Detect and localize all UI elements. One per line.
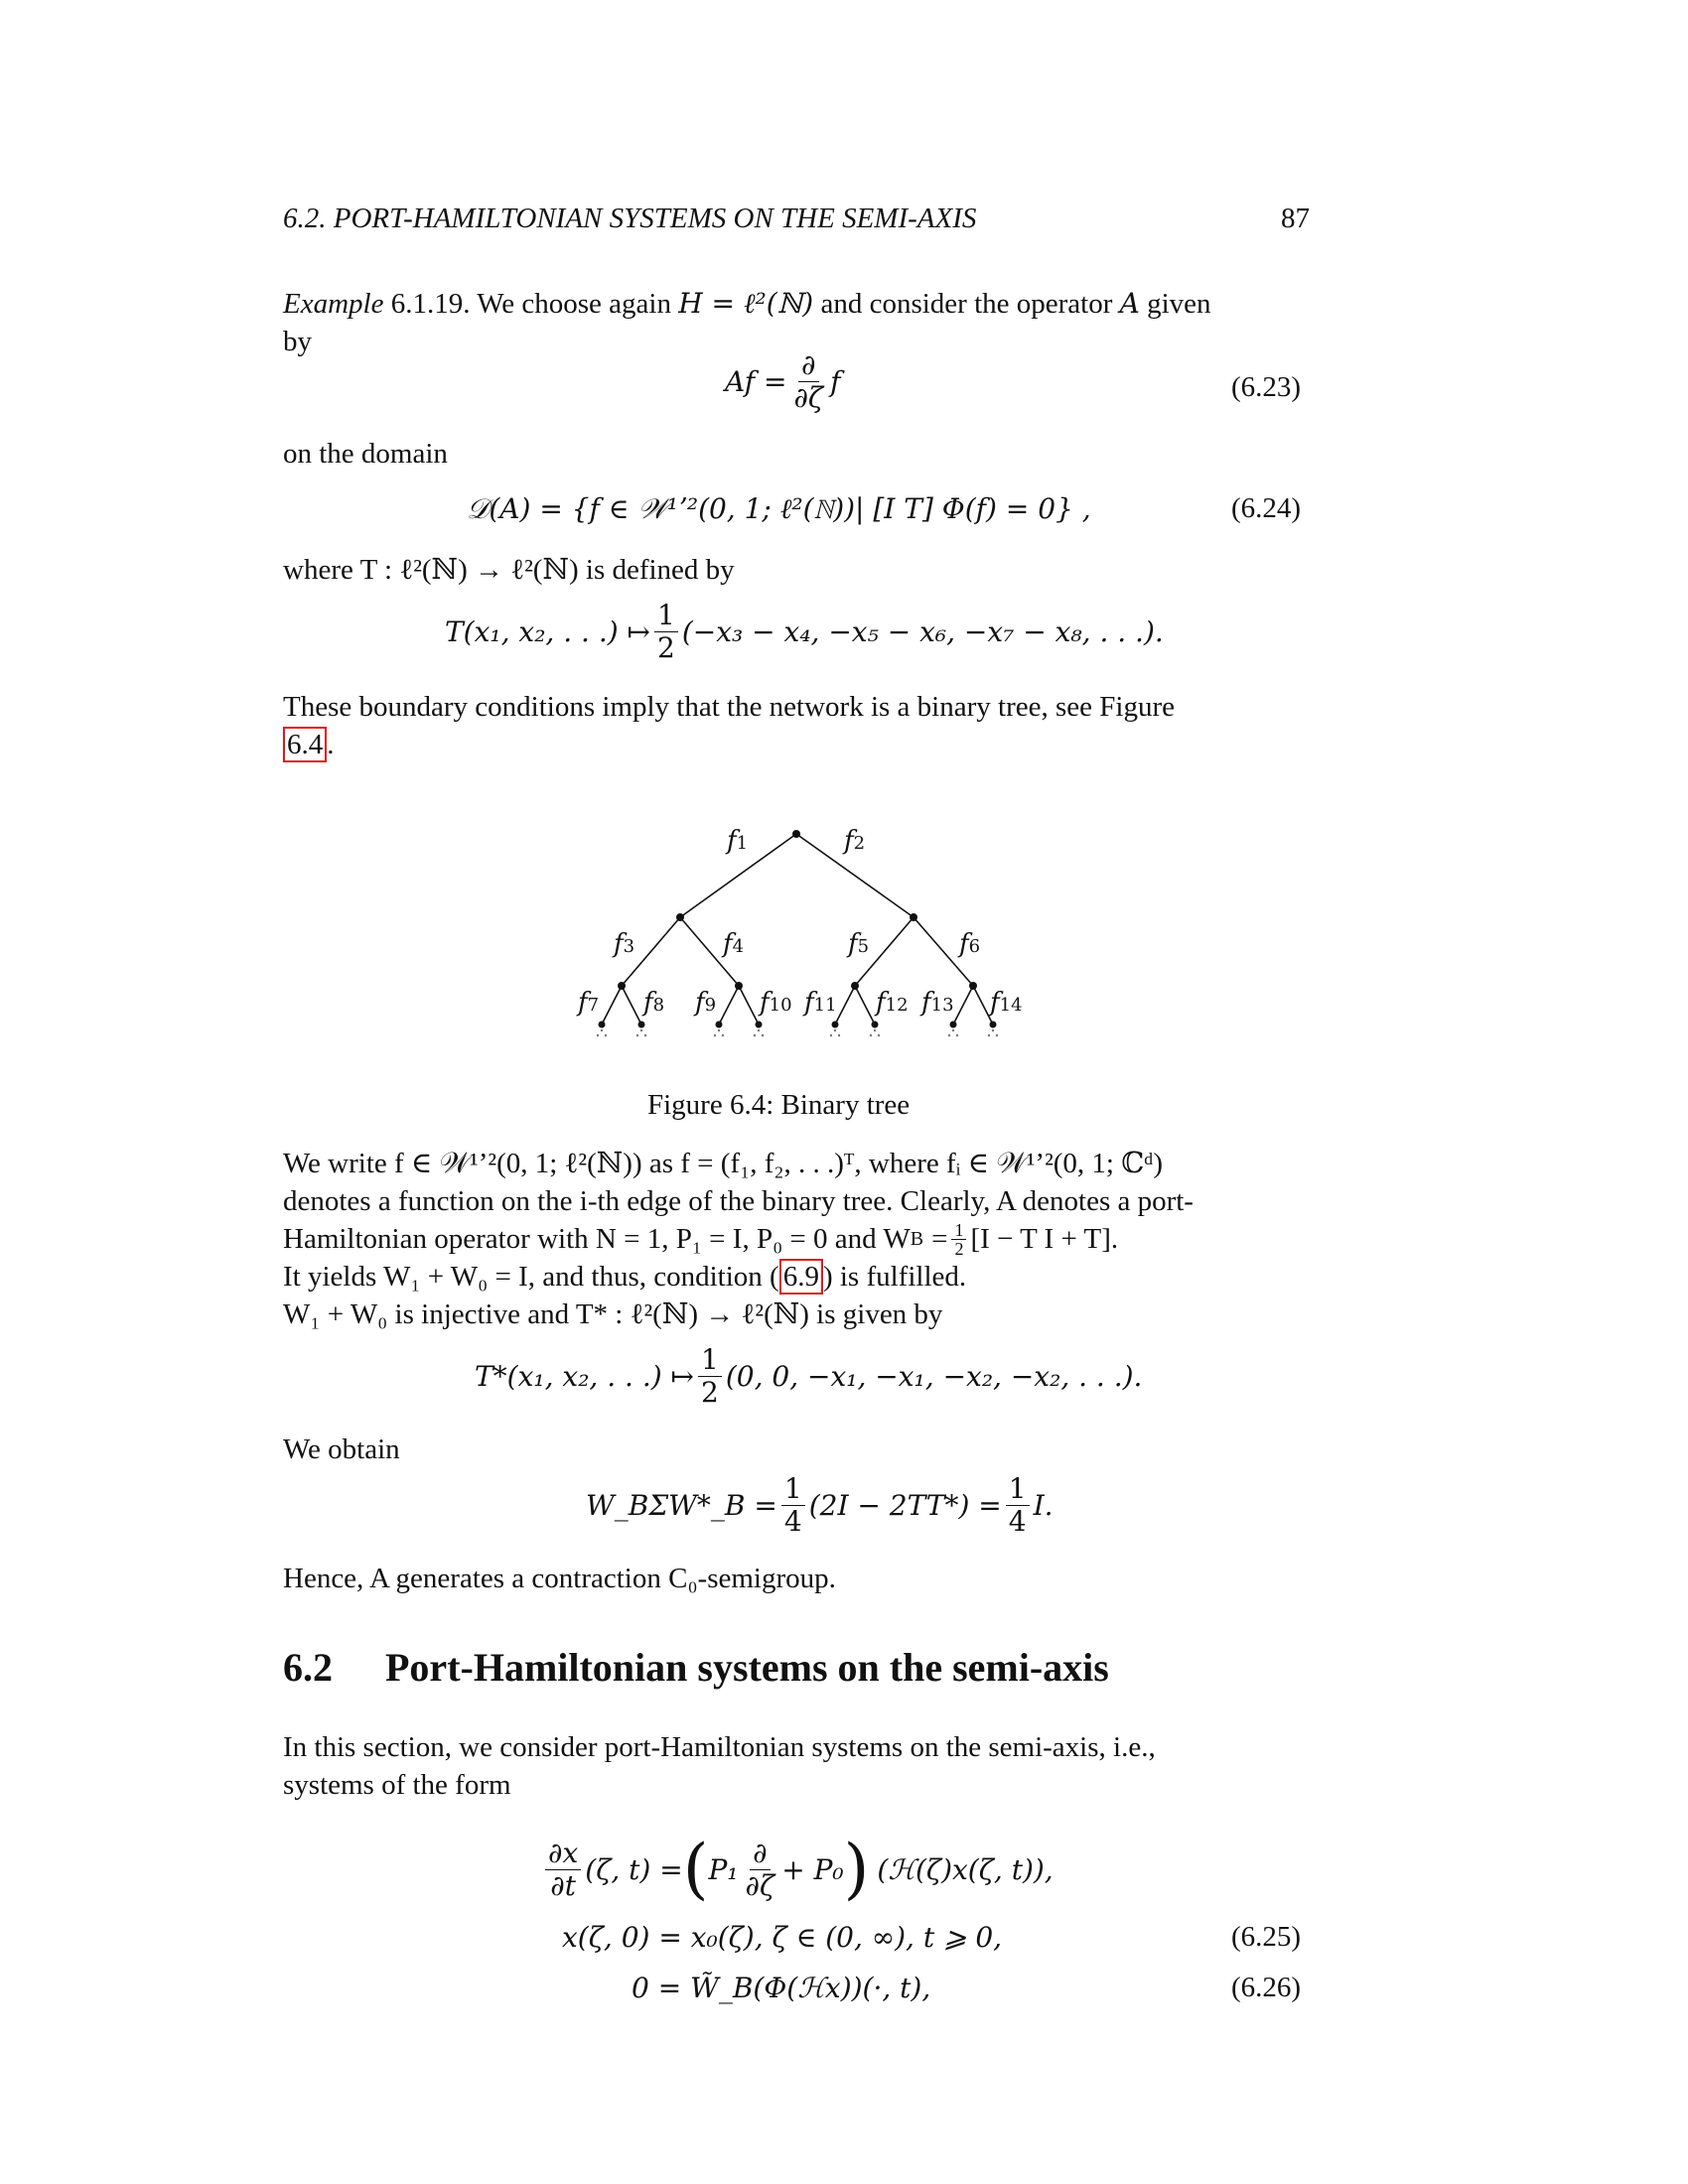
eq-W-den1: 4	[783, 1505, 802, 1538]
eq-W-fraction-1	[781, 1473, 805, 1538]
eq-W-rhs: I.	[1033, 1489, 1054, 1522]
eq-sys-inner-num: ∂	[750, 1838, 770, 1870]
eq-T-num: 1	[654, 600, 678, 632]
body-line-5: W₁ + W₀ is injective and T* : ℓ²(ℕ) → ℓ²(ℕ) is given by	[283, 1298, 943, 1330]
eq-sys-inner-fraction	[743, 1838, 778, 1902]
body-line-4-a: It yields W₁ + W₀ = I, and thus, condition	[283, 1261, 763, 1293]
edge-f7	[602, 986, 622, 1024]
eq-T-den: 2	[657, 631, 675, 664]
tree-label-f12: f12	[876, 988, 909, 1018]
tree-leaf	[756, 1022, 763, 1028]
body-line-1: We write f ∈ 𝒲¹ʼ²(0, 1; ℓ²(ℕ)) as f = (f₁, f₂, . . .)ᵀ, where fᵢ ∈ 𝒲¹ʼ²(0, 1; ℂᵈ)	[283, 1148, 1163, 1179]
equation-number-6-24: (6.24)	[1231, 492, 1302, 524]
running-title: 6.2. PORT-HAMILTONIAN SYSTEMS ON THE SEMI-AXIS	[283, 203, 977, 234]
eq-sys-p1: P₁	[708, 1852, 739, 1886]
tree-label-f11: f11	[804, 988, 837, 1018]
hence-text: Hence, A generates a contraction C₀-semigroup.	[283, 1563, 836, 1594]
eq-sys-lhs-fraction	[545, 1838, 581, 1902]
example-math-H: H = ℓ²(ℕ)	[678, 287, 814, 320]
tree-leaf	[638, 1022, 645, 1028]
eq-sys-plus-p0: + P₀	[781, 1852, 844, 1886]
left-paren: (	[682, 1831, 709, 1907]
tree-node	[969, 982, 977, 990]
example-first-line	[283, 285, 1211, 323]
equation-system	[541, 1831, 1054, 1907]
eq-Tstar-fraction	[698, 1344, 722, 1409]
body-line-3-num: 1	[951, 1221, 966, 1240]
tree-leaf	[990, 1022, 997, 1028]
edge-f11	[835, 986, 855, 1024]
figure-caption: Figure 6.4: Binary tree	[647, 1089, 911, 1121]
eq-sys-inner-den: ∂ζ	[745, 1868, 775, 1902]
tree-label-f6: f6	[959, 929, 981, 959]
eq-6-23-fraction	[790, 349, 826, 414]
eq-6-23-lhs: Af =	[725, 365, 787, 398]
example-number: 6.1.19.	[390, 288, 471, 320]
tree-leaf	[599, 1022, 606, 1028]
body-line-3-fraction	[951, 1221, 966, 1258]
eq-W-fraction-2	[1006, 1473, 1030, 1538]
tree-label-f14: f14	[990, 988, 1023, 1018]
edge-f8	[622, 986, 641, 1024]
body-line-4-b: is fulfilled.	[839, 1261, 967, 1293]
tree-label-f2: f2	[844, 826, 866, 856]
equation-6-26: 0 = W̃_B(Φ(ℋx))(·, t),	[632, 1972, 931, 2004]
tree-label-f10: f10	[760, 988, 792, 1018]
eq-sys-num: ∂x	[545, 1838, 581, 1870]
eq-W-lhs: W_BΣW*_B =	[586, 1489, 777, 1522]
tree-label-f7: f7	[578, 988, 600, 1018]
boundary-ref-line	[283, 726, 335, 763]
condition-ref-link[interactable]: 6.9	[779, 1259, 823, 1295]
eq-sys-lhs-rest: (ζ, t) =	[585, 1852, 683, 1886]
eq-Tstar-den: 2	[701, 1376, 719, 1409]
equation-6-23	[725, 349, 840, 414]
eq-W-num2: 1	[1006, 1473, 1030, 1506]
body-line-4: It yields W₁ + W₀ = I, and thus, condition ( 6.9 ) is fulfilled.	[283, 1261, 967, 1293]
edge-f9	[719, 986, 739, 1024]
tree-label-f13: f13	[921, 988, 954, 1018]
tree-node	[851, 982, 859, 990]
where-text: where T : ℓ²(ℕ) → ℓ²(ℕ) is defined by	[283, 554, 735, 586]
continuation-dots	[597, 1029, 998, 1036]
eq-T-rhs: (−x₃ − x₄, −x₅ − x₆, −x₇ − x₈, . . .).	[681, 615, 1164, 648]
eq-W-den2: 4	[1008, 1505, 1027, 1538]
tree-leaf	[716, 1022, 723, 1028]
tree-node	[792, 830, 800, 838]
body-line-3-eq: =	[931, 1223, 948, 1255]
equation-number-6-23: (6.23)	[1231, 371, 1302, 403]
section-intro-line-2: systems of the form	[283, 1769, 511, 1801]
right-paren: )	[843, 1831, 870, 1907]
example-text: We choose again	[477, 288, 671, 320]
eq-sys-rhs: (ℋ(ζ)x(ζ, t)),	[877, 1852, 1054, 1886]
eq-Tstar-num: 1	[698, 1344, 722, 1377]
eq-6-23-num: ∂	[798, 349, 818, 382]
tree-leaf	[872, 1022, 879, 1028]
body-line-2: denotes a function on the i-th edge of the binary tree. Clearly, A denotes a port-	[283, 1185, 1194, 1217]
figure-ref-link[interactable]: 6.4	[283, 727, 327, 762]
tree-label-f1: f1	[727, 826, 749, 856]
body-line-3-den: 2	[954, 1238, 964, 1259]
page-number: 87	[1281, 203, 1310, 234]
eq-sys-den: ∂t	[550, 1868, 576, 1902]
eq-6-23-rhs: f	[830, 365, 841, 398]
eq-Tstar-rhs: (0, 0, −x₁, −x₁, −x₂, −x₂, . . .).	[725, 1360, 1143, 1393]
tree-node	[618, 982, 626, 990]
tree-leaf	[832, 1022, 839, 1028]
example-text-c: given	[1147, 288, 1211, 320]
edge-f10	[739, 986, 759, 1024]
boundary-text: These boundary conditions imply that the network is a binary tree, see Figure	[283, 691, 1175, 723]
equation-number-6-25: (6.25)	[1231, 1921, 1302, 1953]
tree-node	[910, 913, 917, 921]
tree-leaf	[950, 1022, 957, 1028]
equation-WB	[586, 1473, 1054, 1538]
equation-6-25: x(ζ, 0) = x₀(ζ), ζ ∈ (0, ∞), t ⩾ 0,	[562, 1921, 1003, 1954]
eq-W-num1: 1	[781, 1473, 805, 1506]
body-line-3-sub: B	[910, 1228, 924, 1250]
tree-label-f5: f5	[848, 929, 870, 959]
edge-f13	[953, 986, 973, 1024]
equation-T-star	[475, 1344, 1142, 1409]
eq-6-23-den: ∂ζ	[793, 381, 824, 414]
equation-number-6-26: (6.26)	[1231, 1972, 1302, 2003]
section-intro-line-1: In this section, we consider port-Hamiltonian systems on the semi-axis, i.e.,	[283, 1731, 1156, 1763]
example-math-A: A	[1119, 287, 1140, 320]
equation-6-24: 𝒟(A) = {f ∈ 𝒲¹ʼ²(0, 1; ℓ²(ℕ))| [I T] Φ(f) = 0} ,	[467, 492, 1091, 525]
tree-label-f9: f9	[695, 988, 717, 1018]
body-line-3-d: [I − T I + T].	[970, 1223, 1119, 1255]
tree-label-f4: f4	[723, 929, 745, 959]
eq-W-mid: (2I − 2TT*) =	[808, 1489, 1002, 1522]
section-number: 6.2	[283, 1645, 333, 1690]
tree-node	[735, 982, 743, 990]
example-second-line: by	[283, 326, 312, 357]
boundary-end: .	[327, 729, 335, 760]
example-label: Example	[283, 288, 384, 320]
section-title: Port-Hamiltonian systems on the semi-axis	[385, 1645, 1109, 1690]
body-line-3	[283, 1220, 1118, 1258]
tree-label-f8: f8	[643, 988, 665, 1018]
on-domain-text: on the domain	[283, 438, 448, 470]
eq-T-fraction	[654, 600, 678, 664]
edge-f12	[855, 986, 875, 1024]
body-line-3-a: Hamiltonian operator with N = 1, P₁ = I, P₀ = 0 and W	[283, 1223, 911, 1255]
tree-label-f3: f3	[614, 929, 635, 959]
equation-T	[445, 600, 1164, 664]
tree-node	[676, 913, 684, 921]
we-obtain-text: We obtain	[283, 1433, 400, 1465]
eq-T-lhs: T(x₁, x₂, . . .) ↦	[445, 615, 651, 648]
eq-Tstar-lhs: T*(x₁, x₂, . . .) ↦	[475, 1360, 695, 1393]
example-text-b: and consider the operator	[820, 288, 1113, 320]
